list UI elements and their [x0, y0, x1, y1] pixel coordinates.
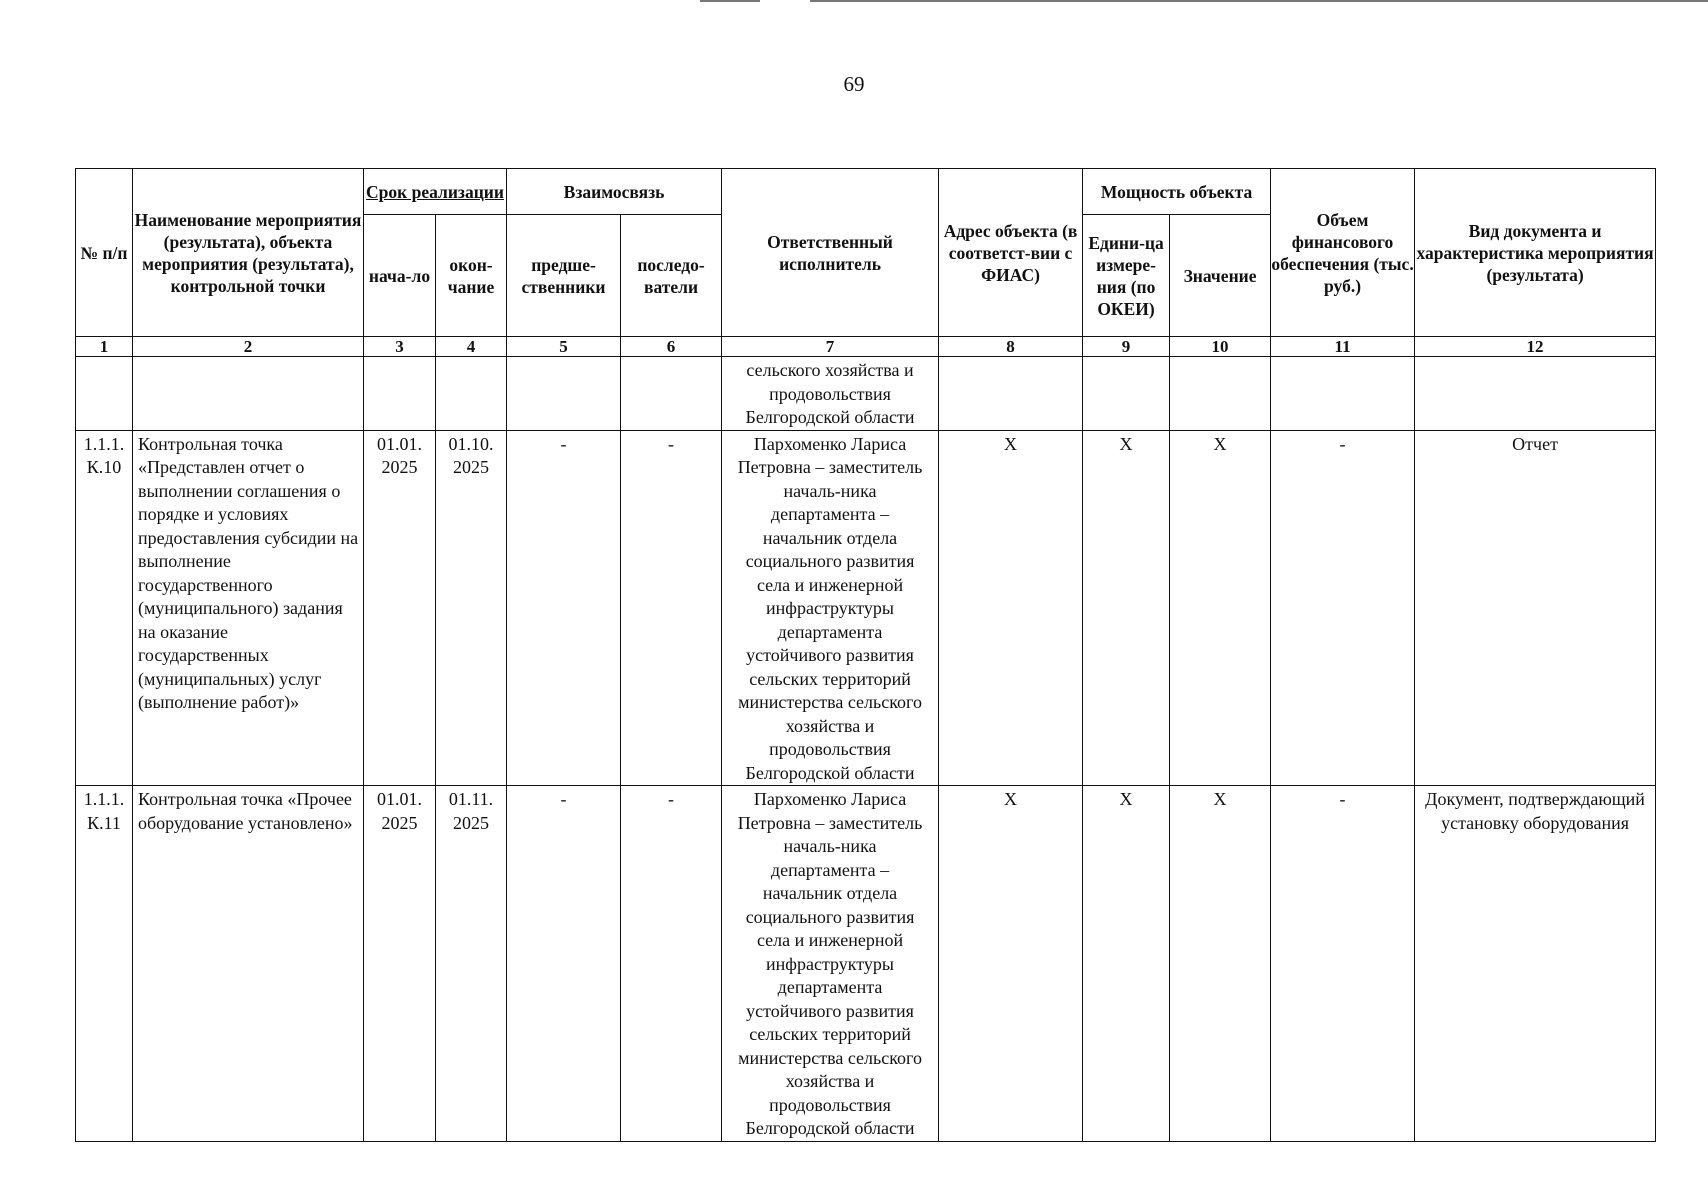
- row-unit: [1083, 357, 1170, 431]
- header-term: Срок реализации: [364, 169, 507, 215]
- header-succ: последо-ватели: [621, 215, 722, 337]
- table-row: [76, 786, 1656, 1142]
- row-start: 01.01. 2025: [364, 430, 436, 786]
- col-number: 6: [621, 337, 722, 357]
- row-succ: -: [621, 786, 722, 1142]
- row-name: Контрольная точка «Прочее оборудование установлено»: [133, 786, 364, 1142]
- row-end: [436, 357, 507, 431]
- row-fin: -: [1271, 786, 1415, 1142]
- row-end: 01.10. 2025: [436, 430, 507, 786]
- row-name: Контрольная точка «Представлен отчет о выполнении соглашения о порядке и условиях предоставления субсидии на выполнение государственного (муниципального) задания на оказание государственных (муниципальных) услуг (выполнение работ)»: [133, 430, 364, 786]
- header-fin: Объем финансового обеспечения (тыс. руб.): [1271, 169, 1415, 337]
- row-exec: Пархоменко Лариса Петровна – заместитель началь-ника департамента – начальник отдела социального развития села и инженерной инфраструктуры департамента устойчивого развития сельских территорий министерства сельского хозяйства и продовольствия Белгородской области: [722, 786, 939, 1142]
- header-doc: Вид документа и характеристика мероприятия (результата): [1415, 169, 1656, 337]
- col-number: 11: [1271, 337, 1415, 357]
- activities-table: [75, 168, 1656, 1142]
- header-unit: Едини-ца измере-ния (по ОКЕИ): [1083, 215, 1170, 337]
- header-pred: предше-ственники: [507, 215, 621, 337]
- header-value: Значение: [1170, 215, 1271, 337]
- header-link: Взаимосвязь: [507, 169, 722, 215]
- row-addr: [939, 357, 1083, 431]
- row-num: 1.1.1. К.10: [76, 430, 133, 786]
- row-exec: Пархоменко Лариса Петровна – заместитель началь-ника департамента – начальник отдела социального развития села и инженерной инфраструктуры департамента устойчивого развития сельских территорий министерства сельского хозяйства и продовольствия Белгородской области: [722, 430, 939, 786]
- row-addr: X: [939, 786, 1083, 1142]
- col-number: 9: [1083, 337, 1170, 357]
- row-pred: -: [507, 430, 621, 786]
- row-num: 1.1.1. К.11: [76, 786, 133, 1142]
- row-exec: сельского хозяйства и продовольствия Белгородской области: [722, 357, 939, 431]
- row-start: [364, 357, 436, 431]
- header-num: № п/п: [76, 169, 133, 337]
- row-addr: X: [939, 430, 1083, 786]
- row-fin: -: [1271, 430, 1415, 786]
- row-succ: [621, 357, 722, 431]
- col-number: 2: [133, 337, 364, 357]
- row-value: X: [1170, 430, 1271, 786]
- row-num: [76, 357, 133, 431]
- col-number: 4: [436, 337, 507, 357]
- row-unit: X: [1083, 430, 1170, 786]
- row-doc: [1415, 357, 1656, 431]
- col-number: 12: [1415, 337, 1656, 357]
- table-row: [76, 430, 1656, 786]
- row-pred: [507, 357, 621, 431]
- row-value: X: [1170, 786, 1271, 1142]
- header-end: окон-чание: [436, 215, 507, 337]
- header-power: Мощность объекта: [1083, 169, 1271, 215]
- col-number: 1: [76, 337, 133, 357]
- row-fin: [1271, 357, 1415, 431]
- row-pred: -: [507, 786, 621, 1142]
- table-row: [76, 357, 1656, 431]
- row-end: 01.11. 2025: [436, 786, 507, 1142]
- row-unit: X: [1083, 786, 1170, 1142]
- row-value: [1170, 357, 1271, 431]
- header-addr: Адрес объекта (в соответст-вии с ФИАС): [939, 169, 1083, 337]
- row-doc: Документ, подтверждающий установку оборудования: [1415, 786, 1656, 1142]
- col-number: 8: [939, 337, 1083, 357]
- col-number: 10: [1170, 337, 1271, 357]
- row-doc: Отчет: [1415, 430, 1656, 786]
- col-number: 3: [364, 337, 436, 357]
- scan-edge-mark: [700, 0, 760, 2]
- col-number: 5: [507, 337, 621, 357]
- row-start: 01.01. 2025: [364, 786, 436, 1142]
- header-name: Наименование мероприятия (результата), объекта мероприятия (результата), контрольной точки: [133, 169, 364, 337]
- header-exec: Ответственный исполнитель: [722, 169, 939, 337]
- row-succ: -: [621, 430, 722, 786]
- header-start: нача-ло: [364, 215, 436, 337]
- scan-edge-line: [810, 0, 1708, 2]
- page-number: 69: [843, 72, 865, 96]
- row-name: [133, 357, 364, 431]
- col-number: 7: [722, 337, 939, 357]
